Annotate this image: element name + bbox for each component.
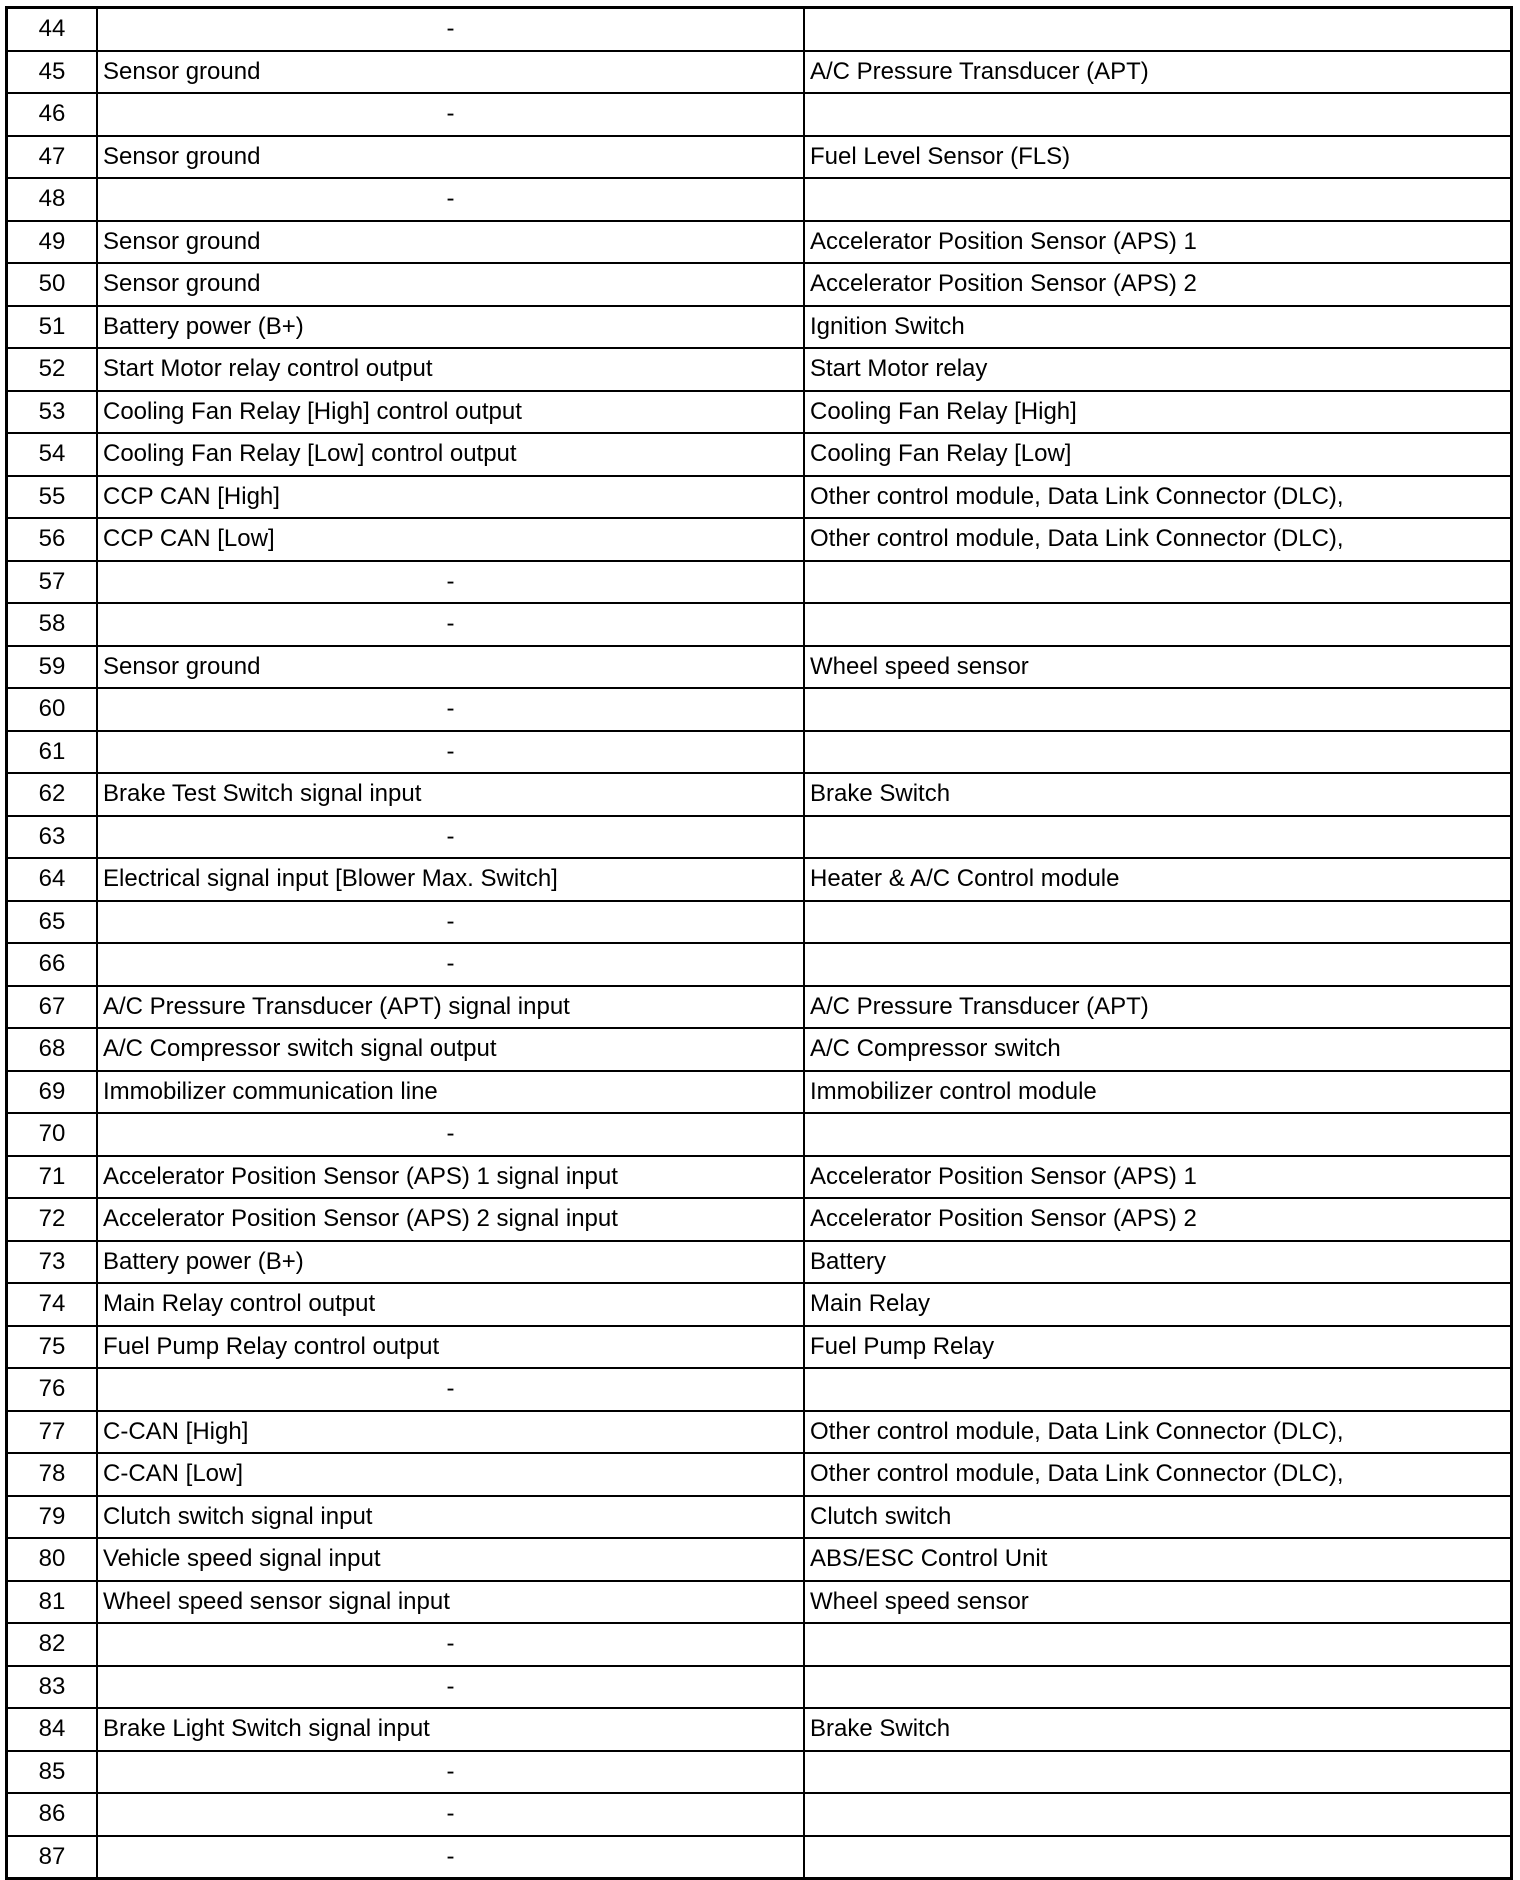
pin-number: 51 — [7, 306, 98, 349]
pin-connected-to — [804, 1793, 1512, 1836]
pin-connected-to — [804, 1666, 1512, 1709]
table-row — [7, 1666, 1512, 1709]
pin-description: C-CAN [High] — [97, 1411, 804, 1454]
pin-number: 50 — [7, 263, 98, 306]
pin-connected-to: Brake Switch — [804, 773, 1512, 816]
pin-number: 77 — [7, 1411, 98, 1454]
pin-connected-to: Heater & A/C Control module — [804, 858, 1512, 901]
pin-number: 52 — [7, 348, 98, 391]
pin-description: Accelerator Position Sensor (APS) 1 signal input — [97, 1156, 804, 1199]
table-row — [7, 1156, 1512, 1199]
table-row — [7, 1538, 1512, 1581]
pin-number: 49 — [7, 221, 98, 264]
pin-number: 73 — [7, 1241, 98, 1284]
pin-table-body — [7, 8, 1512, 1879]
table-row — [7, 263, 1512, 306]
pin-number: 85 — [7, 1751, 98, 1794]
pin-connected-to: Other control module, Data Link Connector (DLC), — [804, 1411, 1512, 1454]
pin-connected-to — [804, 1751, 1512, 1794]
pin-description: - — [97, 1836, 804, 1879]
pin-number: 75 — [7, 1326, 98, 1369]
pin-number: 79 — [7, 1496, 98, 1539]
table-row — [7, 1623, 1512, 1666]
pin-number: 72 — [7, 1198, 98, 1241]
pin-number: 68 — [7, 1028, 98, 1071]
pin-description: - — [97, 901, 804, 944]
table-row — [7, 646, 1512, 689]
pin-connected-to — [804, 688, 1512, 731]
pin-description: Brake Light Switch signal input — [97, 1708, 804, 1751]
pin-description: Immobilizer communication line — [97, 1071, 804, 1114]
pin-connected-to: Fuel Level Sensor (FLS) — [804, 136, 1512, 179]
table-row — [7, 178, 1512, 221]
pin-description: Clutch switch signal input — [97, 1496, 804, 1539]
pin-connected-to: Start Motor relay — [804, 348, 1512, 391]
pin-description: - — [97, 1666, 804, 1709]
pin-number: 45 — [7, 51, 98, 94]
pin-description: - — [97, 8, 804, 51]
pin-description: Battery power (B+) — [97, 1241, 804, 1284]
pin-number: 87 — [7, 1836, 98, 1879]
pin-connected-to: Fuel Pump Relay — [804, 1326, 1512, 1369]
pin-connected-to — [804, 1368, 1512, 1411]
pin-description: Sensor ground — [97, 51, 804, 94]
pin-connected-to: Cooling Fan Relay [Low] — [804, 433, 1512, 476]
table-row — [7, 858, 1512, 901]
pin-connected-to: A/C Compressor switch — [804, 1028, 1512, 1071]
table-row — [7, 1198, 1512, 1241]
pin-connected-to — [804, 731, 1512, 774]
pin-connected-to: Wheel speed sensor — [804, 646, 1512, 689]
pin-description: A/C Compressor switch signal output — [97, 1028, 804, 1071]
pin-description: CCP CAN [High] — [97, 476, 804, 519]
table-row — [7, 306, 1512, 349]
pin-number: 65 — [7, 901, 98, 944]
pin-number: 59 — [7, 646, 98, 689]
pin-connected-to: A/C Pressure Transducer (APT) — [804, 51, 1512, 94]
pin-number: 84 — [7, 1708, 98, 1751]
table-row — [7, 1368, 1512, 1411]
pin-description: - — [97, 93, 804, 136]
table-row — [7, 1241, 1512, 1284]
pin-connected-to — [804, 93, 1512, 136]
pin-connected-to: Wheel speed sensor — [804, 1581, 1512, 1624]
pin-connected-to: Accelerator Position Sensor (APS) 2 — [804, 263, 1512, 306]
table-row — [7, 221, 1512, 264]
pin-description: - — [97, 1751, 804, 1794]
pin-number: 81 — [7, 1581, 98, 1624]
pin-connected-to — [804, 561, 1512, 604]
pin-number: 46 — [7, 93, 98, 136]
pin-description: - — [97, 1113, 804, 1156]
table-row — [7, 93, 1512, 136]
pin-description: A/C Pressure Transducer (APT) signal input — [97, 986, 804, 1029]
table-row — [7, 1453, 1512, 1496]
pin-number: 76 — [7, 1368, 98, 1411]
pin-number: 71 — [7, 1156, 98, 1199]
pin-number: 58 — [7, 603, 98, 646]
table-row — [7, 1028, 1512, 1071]
pin-description: - — [97, 561, 804, 604]
pin-description: Accelerator Position Sensor (APS) 2 signal input — [97, 1198, 804, 1241]
pin-number: 83 — [7, 1666, 98, 1709]
pin-description: - — [97, 603, 804, 646]
pin-connected-to: Battery — [804, 1241, 1512, 1284]
pin-connected-to: ABS/ESC Control Unit — [804, 1538, 1512, 1581]
table-row — [7, 433, 1512, 476]
pin-number: 54 — [7, 433, 98, 476]
pin-number: 69 — [7, 1071, 98, 1114]
pin-description: - — [97, 1623, 804, 1666]
pin-description: Cooling Fan Relay [High] control output — [97, 391, 804, 434]
pin-connected-to — [804, 816, 1512, 859]
table-row — [7, 688, 1512, 731]
table-row — [7, 773, 1512, 816]
pin-description: - — [97, 178, 804, 221]
pin-description: - — [97, 943, 804, 986]
table-row — [7, 561, 1512, 604]
pin-connected-to: Other control module, Data Link Connector (DLC), — [804, 476, 1512, 519]
pin-description: - — [97, 688, 804, 731]
pin-description: Battery power (B+) — [97, 306, 804, 349]
pin-number: 86 — [7, 1793, 98, 1836]
table-row — [7, 476, 1512, 519]
table-row — [7, 518, 1512, 561]
pin-connected-to — [804, 8, 1512, 51]
pin-description: Start Motor relay control output — [97, 348, 804, 391]
pin-number: 67 — [7, 986, 98, 1029]
table-row — [7, 348, 1512, 391]
pin-description: Cooling Fan Relay [Low] control output — [97, 433, 804, 476]
pin-description: Wheel speed sensor signal input — [97, 1581, 804, 1624]
pin-description: - — [97, 1368, 804, 1411]
pin-number: 74 — [7, 1283, 98, 1326]
pin-description: Main Relay control output — [97, 1283, 804, 1326]
pin-number: 47 — [7, 136, 98, 179]
table-row — [7, 1751, 1512, 1794]
pin-description: - — [97, 816, 804, 859]
pin-connected-to: Ignition Switch — [804, 306, 1512, 349]
pin-number: 62 — [7, 773, 98, 816]
pin-description: Fuel Pump Relay control output — [97, 1326, 804, 1369]
pin-number: 63 — [7, 816, 98, 859]
pin-connected-to: Accelerator Position Sensor (APS) 2 — [804, 1198, 1512, 1241]
pin-description: Sensor ground — [97, 263, 804, 306]
table-row — [7, 816, 1512, 859]
pin-description: - — [97, 731, 804, 774]
table-row — [7, 391, 1512, 434]
pin-number: 53 — [7, 391, 98, 434]
table-row — [7, 1411, 1512, 1454]
pin-connected-to: Immobilizer control module — [804, 1071, 1512, 1114]
pin-description: Vehicle speed signal input — [97, 1538, 804, 1581]
pin-number: 57 — [7, 561, 98, 604]
table-row — [7, 1496, 1512, 1539]
pin-description: Sensor ground — [97, 136, 804, 179]
table-row — [7, 901, 1512, 944]
pin-connected-to: Brake Switch — [804, 1708, 1512, 1751]
pin-connected-to: Other control module, Data Link Connector (DLC), — [804, 518, 1512, 561]
pin-description: CCP CAN [Low] — [97, 518, 804, 561]
pin-connected-to: Clutch switch — [804, 1496, 1512, 1539]
table-row — [7, 1326, 1512, 1369]
pin-connected-to: A/C Pressure Transducer (APT) — [804, 986, 1512, 1029]
table-row — [7, 943, 1512, 986]
pin-connected-to — [804, 1623, 1512, 1666]
pin-description: Sensor ground — [97, 221, 804, 264]
pin-connected-to: Other control module, Data Link Connector (DLC), — [804, 1453, 1512, 1496]
pin-connected-to — [804, 178, 1512, 221]
pin-description: Sensor ground — [97, 646, 804, 689]
pin-connected-to: Cooling Fan Relay [High] — [804, 391, 1512, 434]
pin-description: Brake Test Switch signal input — [97, 773, 804, 816]
pin-connected-to — [804, 1113, 1512, 1156]
pin-description: Electrical signal input [Blower Max. Switch] — [97, 858, 804, 901]
table-row — [7, 1836, 1512, 1879]
pin-number: 66 — [7, 943, 98, 986]
table-row — [7, 986, 1512, 1029]
table-row — [7, 603, 1512, 646]
pin-description: C-CAN [Low] — [97, 1453, 804, 1496]
pin-number: 80 — [7, 1538, 98, 1581]
table-row — [7, 1581, 1512, 1624]
table-row — [7, 1793, 1512, 1836]
pin-number: 64 — [7, 858, 98, 901]
table-row — [7, 51, 1512, 94]
pin-connected-to: Main Relay — [804, 1283, 1512, 1326]
pin-description: - — [97, 1793, 804, 1836]
pin-number: 44 — [7, 8, 98, 51]
table-row — [7, 1708, 1512, 1751]
table-row — [7, 731, 1512, 774]
pin-connected-to: Accelerator Position Sensor (APS) 1 — [804, 221, 1512, 264]
pin-connected-to — [804, 943, 1512, 986]
pin-connected-to: Accelerator Position Sensor (APS) 1 — [804, 1156, 1512, 1199]
pin-number: 55 — [7, 476, 98, 519]
pin-connected-to — [804, 603, 1512, 646]
pin-number: 48 — [7, 178, 98, 221]
table-row — [7, 1113, 1512, 1156]
pin-connected-to — [804, 901, 1512, 944]
pin-number: 70 — [7, 1113, 98, 1156]
table-row — [7, 136, 1512, 179]
pin-number: 61 — [7, 731, 98, 774]
pin-number: 60 — [7, 688, 98, 731]
table-row — [7, 1283, 1512, 1326]
pin-number: 78 — [7, 1453, 98, 1496]
pin-number: 82 — [7, 1623, 98, 1666]
pin-table — [5, 6, 1513, 1880]
pin-connected-to — [804, 1836, 1512, 1879]
pin-number: 56 — [7, 518, 98, 561]
table-row — [7, 1071, 1512, 1114]
table-row — [7, 8, 1512, 51]
